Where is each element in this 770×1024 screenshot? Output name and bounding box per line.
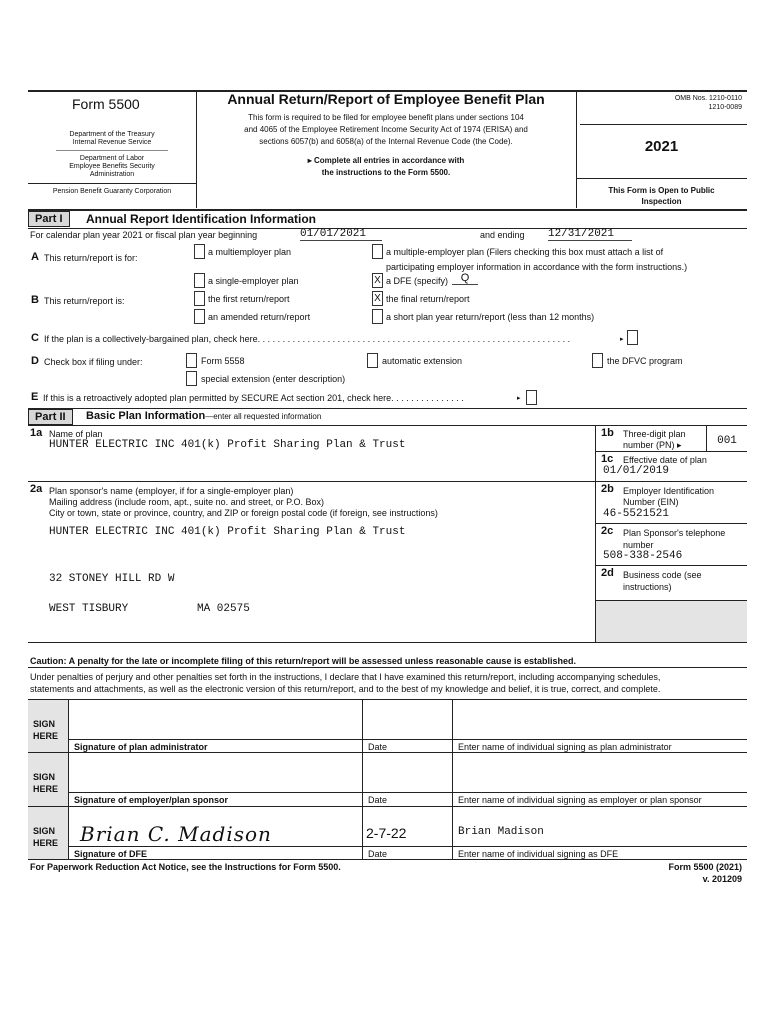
line-c-label: If the plan is a collectively-bargained plan, check here. . . . . . . . . . . . . . . . . . . . . . . . . . . . . . . . . . . . . . . . . . . . . . . . . . . . . . . . . . . . . . . [44,334,571,344]
pn-divider [706,425,707,451]
part1-label: Part I [28,211,70,227]
multiple-employer-label-1: a multiple-employer plan (Filers checking this box must attach a list of [386,247,664,257]
line-2b-num: 2b [601,483,614,495]
collectively-bargained-checkbox[interactable] [627,330,638,345]
sign-here-1: SIGN HERE [33,719,59,741]
line-d-label: Check box if filing under: [44,357,143,367]
sponsor-name-field[interactable] [453,753,747,791]
line-1a-label: Name of plan [49,429,103,439]
plan-year-begin[interactable]: 01/01/2021 [300,228,382,241]
caution-text: Caution: A penalty for the late or incomplete filing of this return/report will be assessed unless reasonable cause is established. [30,656,576,666]
line-2d-num: 2d [601,567,614,579]
phone-rule [595,565,747,566]
line-2a-num: 2a [30,483,43,495]
caution-rule [28,667,747,668]
year-rule [576,178,747,179]
line-2a-label-2: Mailing address (include room, apt., suite no. and street, or P.O. Box) [49,497,324,507]
line-2d-label-1: Business code (see [623,570,702,580]
shaded-area [596,601,747,642]
admin-signature-field[interactable] [69,700,362,738]
sponsor-signature-label: Signature of employer/plan sponsor [74,795,229,805]
dfvc-label: the DFVC program [607,356,683,366]
part2-rule [28,425,747,426]
part2-label: Part II [28,409,73,425]
ein-value[interactable]: 46-5521521 [603,508,670,520]
dfe-date-value[interactable]: 2-7-22 [366,825,407,841]
final-return-checkbox[interactable]: X [372,291,383,306]
plan-number-value[interactable]: 001 [717,435,737,447]
open-inspection-2: Inspection [641,197,682,206]
dfe-date-label: Date [368,849,388,859]
multiple-employer-label-2: participating employer information in accordance with the form instructions.) [386,262,688,272]
pn-rule [595,451,747,452]
dfe-sign-rule [68,846,747,847]
dfvc-checkbox[interactable] [592,353,603,368]
row-2-bottom-rule [28,806,747,807]
header-divider-left [196,90,197,208]
line-2b-label-1: Employer Identification [623,486,715,496]
sponsor-sign-rule [68,792,747,793]
form-5558-checkbox[interactable] [186,353,197,368]
line-2b-label-2: Number (EIN) [623,497,679,507]
tax-year: 2021 [644,138,679,155]
short-plan-year-checkbox[interactable] [372,309,383,324]
multiemployer-label: a multiemployer plan [208,247,292,257]
form-title: Annual Return/Report of Employee Benefit Plan [227,91,545,107]
admin-date-label: Date [368,742,388,752]
line-2a-label-1: Plan sponsor's name (employer, if for a single-employer plan) [49,486,294,496]
form-desc-1: This form is required to be filed for employee benefit plans under sections 104 [248,113,524,122]
line-1c-label: Effective date of plan [623,455,707,465]
dfe-specify-field[interactable]: Q [452,272,478,285]
agency-rule [56,150,168,151]
part2-top-rule [28,408,747,409]
omb-rule [580,124,747,125]
final-return-label: the final return/report [386,294,470,304]
agency-pbgc: Pension Benefit Guaranty Corporation [52,188,172,195]
perjury-text-1: Under penalties of perjury and other penalties set forth in the instructions, I declare that I have examined this return/report, including accompanying schedules, [30,672,661,682]
single-employer-checkbox[interactable] [194,273,205,288]
line-b-label: This return/report is: [44,296,125,306]
amended-return-label: an amended return/report [208,312,311,322]
special-extension-checkbox[interactable] [186,371,197,386]
line-1b-num: 1b [601,427,614,439]
dfe-name-label: Enter name of individual signing as DFE [458,849,619,859]
open-inspection-1: This Form is Open to Public [608,186,715,195]
admin-date-field[interactable] [363,700,452,738]
line-1-bottom-rule [28,481,747,482]
first-return-label: the first return/report [208,294,290,304]
line-b-letter: B [31,294,39,306]
automatic-extension-label: automatic extension [382,356,463,366]
admin-name-label: Enter name of individual signing as plan administrator [458,742,672,752]
automatic-extension-checkbox[interactable] [367,353,378,368]
state-zip-value[interactable]: MA 02575 [197,603,250,615]
plan-name-value[interactable]: HUNTER ELECTRIC INC 401(k) Profit Sharing Plan & Trust [49,439,406,451]
line-1b-label-1: Three-digit plan [623,429,686,439]
ending-label: and ending [480,230,525,240]
omb-number-1: OMB Nos. 1210-0110 [674,95,742,102]
effective-date-value[interactable]: 01/01/2019 [603,465,670,477]
multiple-employer-checkbox[interactable] [372,244,383,259]
line-e-letter: E [31,391,39,403]
secure-act-checkbox[interactable] [526,390,537,405]
line-a-letter: A [31,251,39,263]
line-2d-label-2: instructions) [623,582,672,592]
sponsor-date-label: Date [368,795,388,805]
dfe-name-value[interactable]: Brian Madison [458,826,544,838]
form-id: Form 5500 (2021) [668,862,742,872]
city-value[interactable]: WEST TISBURY [49,603,129,615]
part1-title: Annual Report Identification Information [86,212,316,226]
part2-bottom-rule [28,642,747,643]
ein-rule [595,523,747,524]
agency-treasury: Department of the Treasury [69,131,155,138]
agency-irs: Internal Revenue Service [72,139,152,146]
line-2a-label-3: City or town, state or province, country, and ZIP or foreign postal code (if foreign, see instructions) [49,508,438,518]
form-label: Form 5500 [72,96,140,112]
sign-here-2: SIGN HERE [33,772,59,794]
line-2c-label-1: Plan Sponsor's telephone [623,528,726,538]
agency-ebsa: Employee Benefits Security [69,163,155,170]
multiemployer-checkbox[interactable] [194,244,205,259]
sponsor-date-field[interactable] [363,753,452,791]
arrow-right-icon: ▸ [517,395,521,402]
instruction-1: ▸ Complete all entries in accordance with [307,156,465,165]
line-2c-label-2: number [623,540,654,550]
first-return-checkbox[interactable] [194,291,205,306]
admin-name-field[interactable] [453,700,747,738]
special-extension-label: special extension (enter description) [201,374,346,384]
dfe-checkbox[interactable]: X [372,273,383,288]
dfe-signature-label: Signature of DFE [74,849,148,859]
part2-subtitle: —enter all requested information [205,412,322,421]
sponsor-name-label: Enter name of individual signing as employer or plan sponsor [458,795,702,805]
line-a-label: This return/report is for: [44,253,138,263]
line-2c-num: 2c [601,525,614,537]
line-1a-num: 1a [30,427,43,439]
short-plan-year-label: a short plan year return/report (less than 12 months) [386,312,595,322]
arrow-right-icon: ▸ [674,440,682,450]
sponsor-signature-field[interactable] [69,753,362,791]
perjury-text-2: statements and attachments, as well as the electronic version of this return/report, and to the best of my knowledge and belief, it is true, correct, and complete. [30,684,661,694]
sign-bottom-rule [28,859,747,860]
address-value[interactable]: 32 STONEY HILL RD W [49,573,175,585]
form-version: v. 201209 [702,874,742,884]
phone-value[interactable]: 508-338-2546 [603,550,683,562]
admin-sign-rule [68,739,747,740]
sign-here-3: SIGN HERE [33,826,59,848]
form-desc-3: sections 6057(b) and 6058(a) of the Internal Revenue Code (the Code). [259,137,513,146]
agency-rule-2 [28,183,196,184]
line-e-label: If this is a retroactively adopted plan permitted by SECURE Act section 201, check here. . . . . . . . . . . . . . . [43,393,464,403]
part1-rule [28,228,747,229]
sponsor-name-value[interactable]: HUNTER ELECTRIC INC 401(k) Profit Sharing Plan & Trust [49,526,406,538]
arrow-right-icon: ▸ [620,336,624,343]
agency-ebsa-2: Administration [89,171,135,178]
header-bottom-rule [28,209,747,211]
triangle-icon: ▸ [307,156,314,165]
line-1b-label-2: number (PN) [623,440,675,450]
single-employer-label: a single-employer plan [208,276,299,286]
plan-year-end[interactable]: 12/31/2021 [548,228,632,241]
line-d-letter: D [31,355,39,367]
paperwork-notice: For Paperwork Reduction Act Notice, see the Instructions for Form 5500. [30,862,341,872]
omb-number-2: 1210-0089 [708,104,742,111]
line-1c-num: 1c [601,453,614,465]
form-desc-2: and 4065 of the Employee Retirement Income Security Act of 1974 (ERISA) and [244,125,528,134]
form-5558-label: Form 5558 [201,356,245,366]
agency-labor: Department of Labor [79,155,145,162]
calendar-year-label: For calendar plan year 2021 or fiscal plan year beginning [30,230,258,240]
amended-return-checkbox[interactable] [194,309,205,324]
instruction-2: the instructions to the Form 5500. [321,168,451,177]
line-c-letter: C [31,332,39,344]
dfe-signature[interactable]: Brian C. Madison [80,822,272,846]
part2-title: Basic Plan Information [86,410,206,422]
admin-signature-label: Signature of plan administrator [74,742,208,752]
dfe-label: a DFE (specify) [386,276,449,286]
